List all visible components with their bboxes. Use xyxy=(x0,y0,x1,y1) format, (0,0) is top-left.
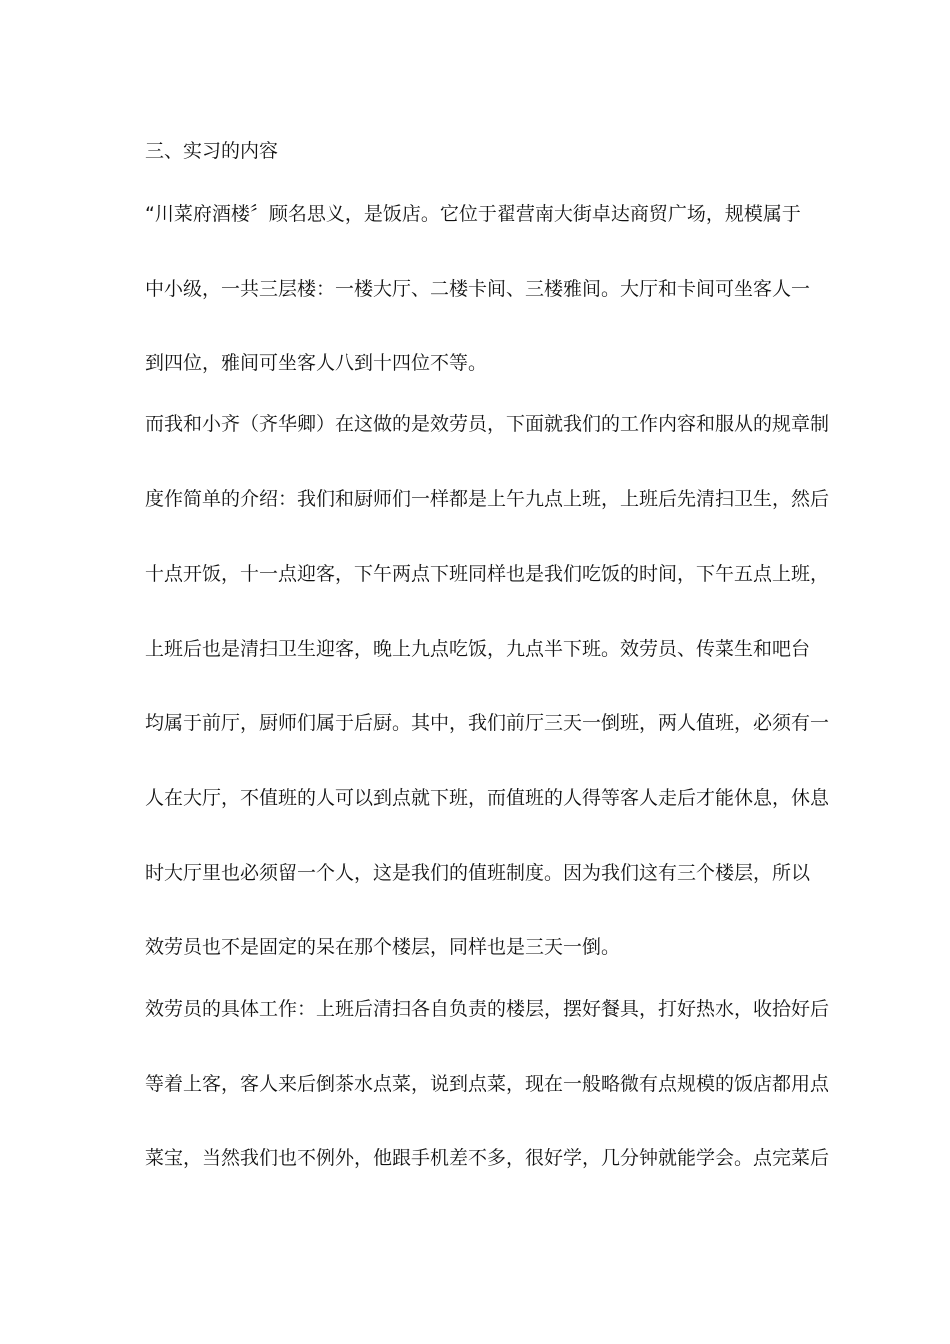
paragraph-line: 等着上客，客人来后倒茶水点菜，说到点菜，现在一般略微有点规模的饭店都用点 xyxy=(145,1073,830,1095)
paragraph-line: 度作简单的介绍：我们和厨师们一样都是上午九点上班，上班后先清扫卫生，然后 xyxy=(145,488,830,510)
paragraph-line: 效劳员的具体工作：上班后清扫各自负责的楼层，摆好餐具，打好热水，收拾好后 xyxy=(145,998,830,1020)
paragraph-line: 效劳员也不是固定的呆在那个楼层，同样也是三天一倒。 xyxy=(145,936,621,958)
paragraph-line: 而我和小齐（齐华卿）在这做的是效劳员，下面就我们的工作内容和服从的规章制 xyxy=(145,413,830,435)
paragraph-line: 人在大厅，不值班的人可以到点就下班，而值班的人得等客人走后才能休息，休息 xyxy=(145,787,830,809)
section-heading: 三、实习的内容 xyxy=(145,140,279,162)
paragraph-line: “川菜府酒楼〞顾名思义，是饭店。它位于翟营南大街卓达商贸广场，规模属于 xyxy=(145,203,801,225)
paragraph-line: 中小级，一共三层楼：一楼大厅、二楼卡间、三楼雅间。大厅和卡间可坐客人一 xyxy=(145,278,811,300)
paragraph-line: 上班后也是清扫卫生迎客，晚上九点吃饭，九点半下班。效劳员、传菜生和吧台 xyxy=(145,638,811,660)
paragraph-line: 到四位，雅间可坐客人八到十四位不等。 xyxy=(145,352,488,374)
paragraph-line: 均属于前厅，厨师们属于后厨。其中，我们前厅三天一倒班，两人值班，必须有一 xyxy=(145,712,830,734)
paragraph-line: 十点开饭，十一点迎客，下午两点下班同样也是我们吃饭的时间，下午五点上班， xyxy=(145,563,830,585)
paragraph-line: 菜宝，当然我们也不例外，他跟手机差不多，很好学，几分钟就能学会。点完菜后 xyxy=(145,1147,830,1169)
paragraph-line: 时大厅里也必须留一个人，这是我们的值班制度。因为我们这有三个楼层，所以 xyxy=(145,862,811,884)
